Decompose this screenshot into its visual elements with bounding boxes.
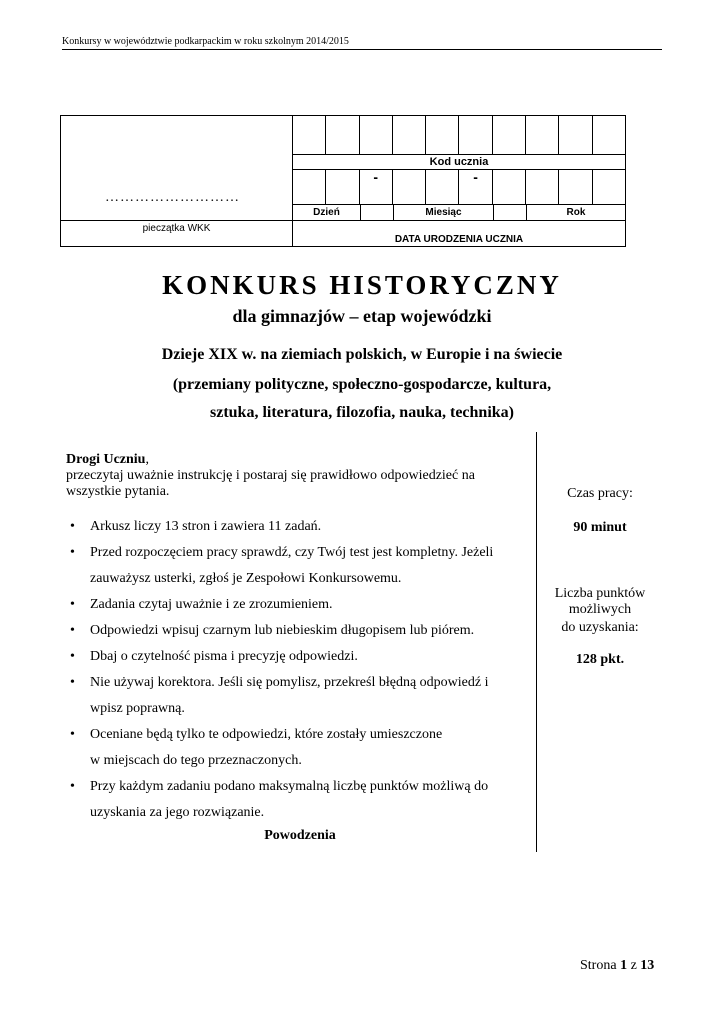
code-box[interactable] [360, 116, 393, 154]
empty-cell [494, 205, 527, 220]
time-label: Czas pracy: [567, 486, 633, 501]
date-box[interactable] [293, 170, 326, 204]
rule-continuation: wpisz poprawną. [90, 701, 185, 716]
code-box[interactable] [493, 116, 526, 154]
stamp-area [61, 116, 293, 220]
points-label-3: do uzyskania: [561, 620, 639, 635]
rule-item: • Odpowiedzi wpisuj czarnym lub niebieskim długopisem lub piórem. [66, 618, 528, 644]
code-box[interactable] [559, 116, 592, 154]
topic-line-3: sztuka, literatura, filozofia, nauka, technika) [210, 404, 514, 421]
day-label: Dzień [293, 205, 361, 220]
current-page: 1 [620, 958, 628, 973]
rule-item: • Przed rozpoczęciem pracy sprawdź, czy Twój test jest kompletny. Jeżeli [66, 540, 528, 566]
rule-item: • Przy każdym zadaniu podano maksymalną liczbę punktów możliwą do [66, 774, 528, 800]
rule-item: • Arkusz liczy 13 stron i zawiera 11 zadań. [66, 514, 528, 540]
empty-cell [361, 205, 394, 220]
header-line: Konkursy w województwie podkarpackim w roku szkolnym 2014/2015 [62, 36, 662, 50]
greeting-comma: , [145, 452, 149, 467]
code-box[interactable] [393, 116, 426, 154]
date-box[interactable] [393, 170, 426, 204]
code-box[interactable] [293, 116, 326, 154]
code-box[interactable] [593, 116, 625, 154]
good-luck: Powodzenia [264, 828, 336, 843]
student-info-table [60, 115, 626, 247]
date-separator: - [360, 170, 393, 204]
month-label: Miesiąc [394, 205, 494, 220]
stamp-label: pieczątka WKK [61, 220, 293, 247]
rule-continuation: w miejscach do tego przeznaczonych. [90, 753, 302, 768]
code-label: Kod ucznia [293, 154, 625, 170]
stamp-dots: ……………………… [105, 190, 240, 205]
date-box[interactable] [493, 170, 526, 204]
rule-item: • Zadania czytaj uważnie i ze zrozumieniem. [66, 592, 528, 618]
page-number [580, 958, 654, 974]
time-value: 90 minut [573, 520, 627, 535]
greeting [66, 452, 149, 468]
year-label: Rok [566, 207, 586, 218]
rules-list [66, 514, 528, 826]
points-label-2: możliwych [568, 602, 632, 617]
date-box[interactable] [326, 170, 359, 204]
rule-continuation: zauważysz usterki, zgłoś je Zespołowi Konkursowemu. [90, 571, 402, 586]
rule-continuation: uzyskania za jego rozwiązanie. [90, 805, 265, 820]
intro-text: przeczytaj uważnie instrukcję i postaraj się prawidłowo odpowiedzieć na wszystkie pytania. [66, 468, 475, 499]
points-label-1: Liczba punktów [554, 586, 646, 601]
date-labels [293, 204, 625, 220]
total-pages: 13 [640, 958, 655, 973]
greeting-text: Drogi Uczniu [66, 452, 146, 467]
date-box[interactable] [426, 170, 459, 204]
code-box[interactable] [326, 116, 359, 154]
page-title: KONKURS HISTORYCZNY [162, 270, 562, 300]
code-box[interactable] [459, 116, 492, 154]
birth-date-label: DATA URODZENIA UCZNIA [293, 220, 625, 247]
date-separator: - [459, 170, 492, 204]
date-box[interactable] [559, 170, 592, 204]
topic-line-2: (przemiany polityczne, społeczno-gospodarcze, kultura, [172, 376, 552, 393]
code-box[interactable] [426, 116, 459, 154]
topic-line-1: Dzieje XIX w. na ziemiach polskich, w Europie i na świecie [161, 346, 563, 363]
birth-date-grid[interactable] [293, 170, 625, 204]
date-box[interactable] [593, 170, 625, 204]
rule-item: • Dbaj o czytelność pisma i precyzję odpowiedzi. [66, 644, 528, 670]
rule-item: • Nie używaj korektora. Jeśli się pomylisz, przekreśl błędną odpowiedź i [66, 670, 528, 696]
column-divider [536, 432, 537, 852]
date-box[interactable] [526, 170, 559, 204]
student-code-grid[interactable] [293, 116, 625, 154]
code-box[interactable] [526, 116, 559, 154]
page-prefix: Strona [580, 958, 617, 973]
page-mid: z [630, 958, 637, 973]
rule-item: • Oceniane będą tylko te odpowiedzi, które zostały umieszczone [66, 722, 528, 748]
points-value: 128 pkt. [575, 652, 625, 667]
page-subtitle: dla gimnazjów – etap wojewódzki [232, 306, 492, 326]
